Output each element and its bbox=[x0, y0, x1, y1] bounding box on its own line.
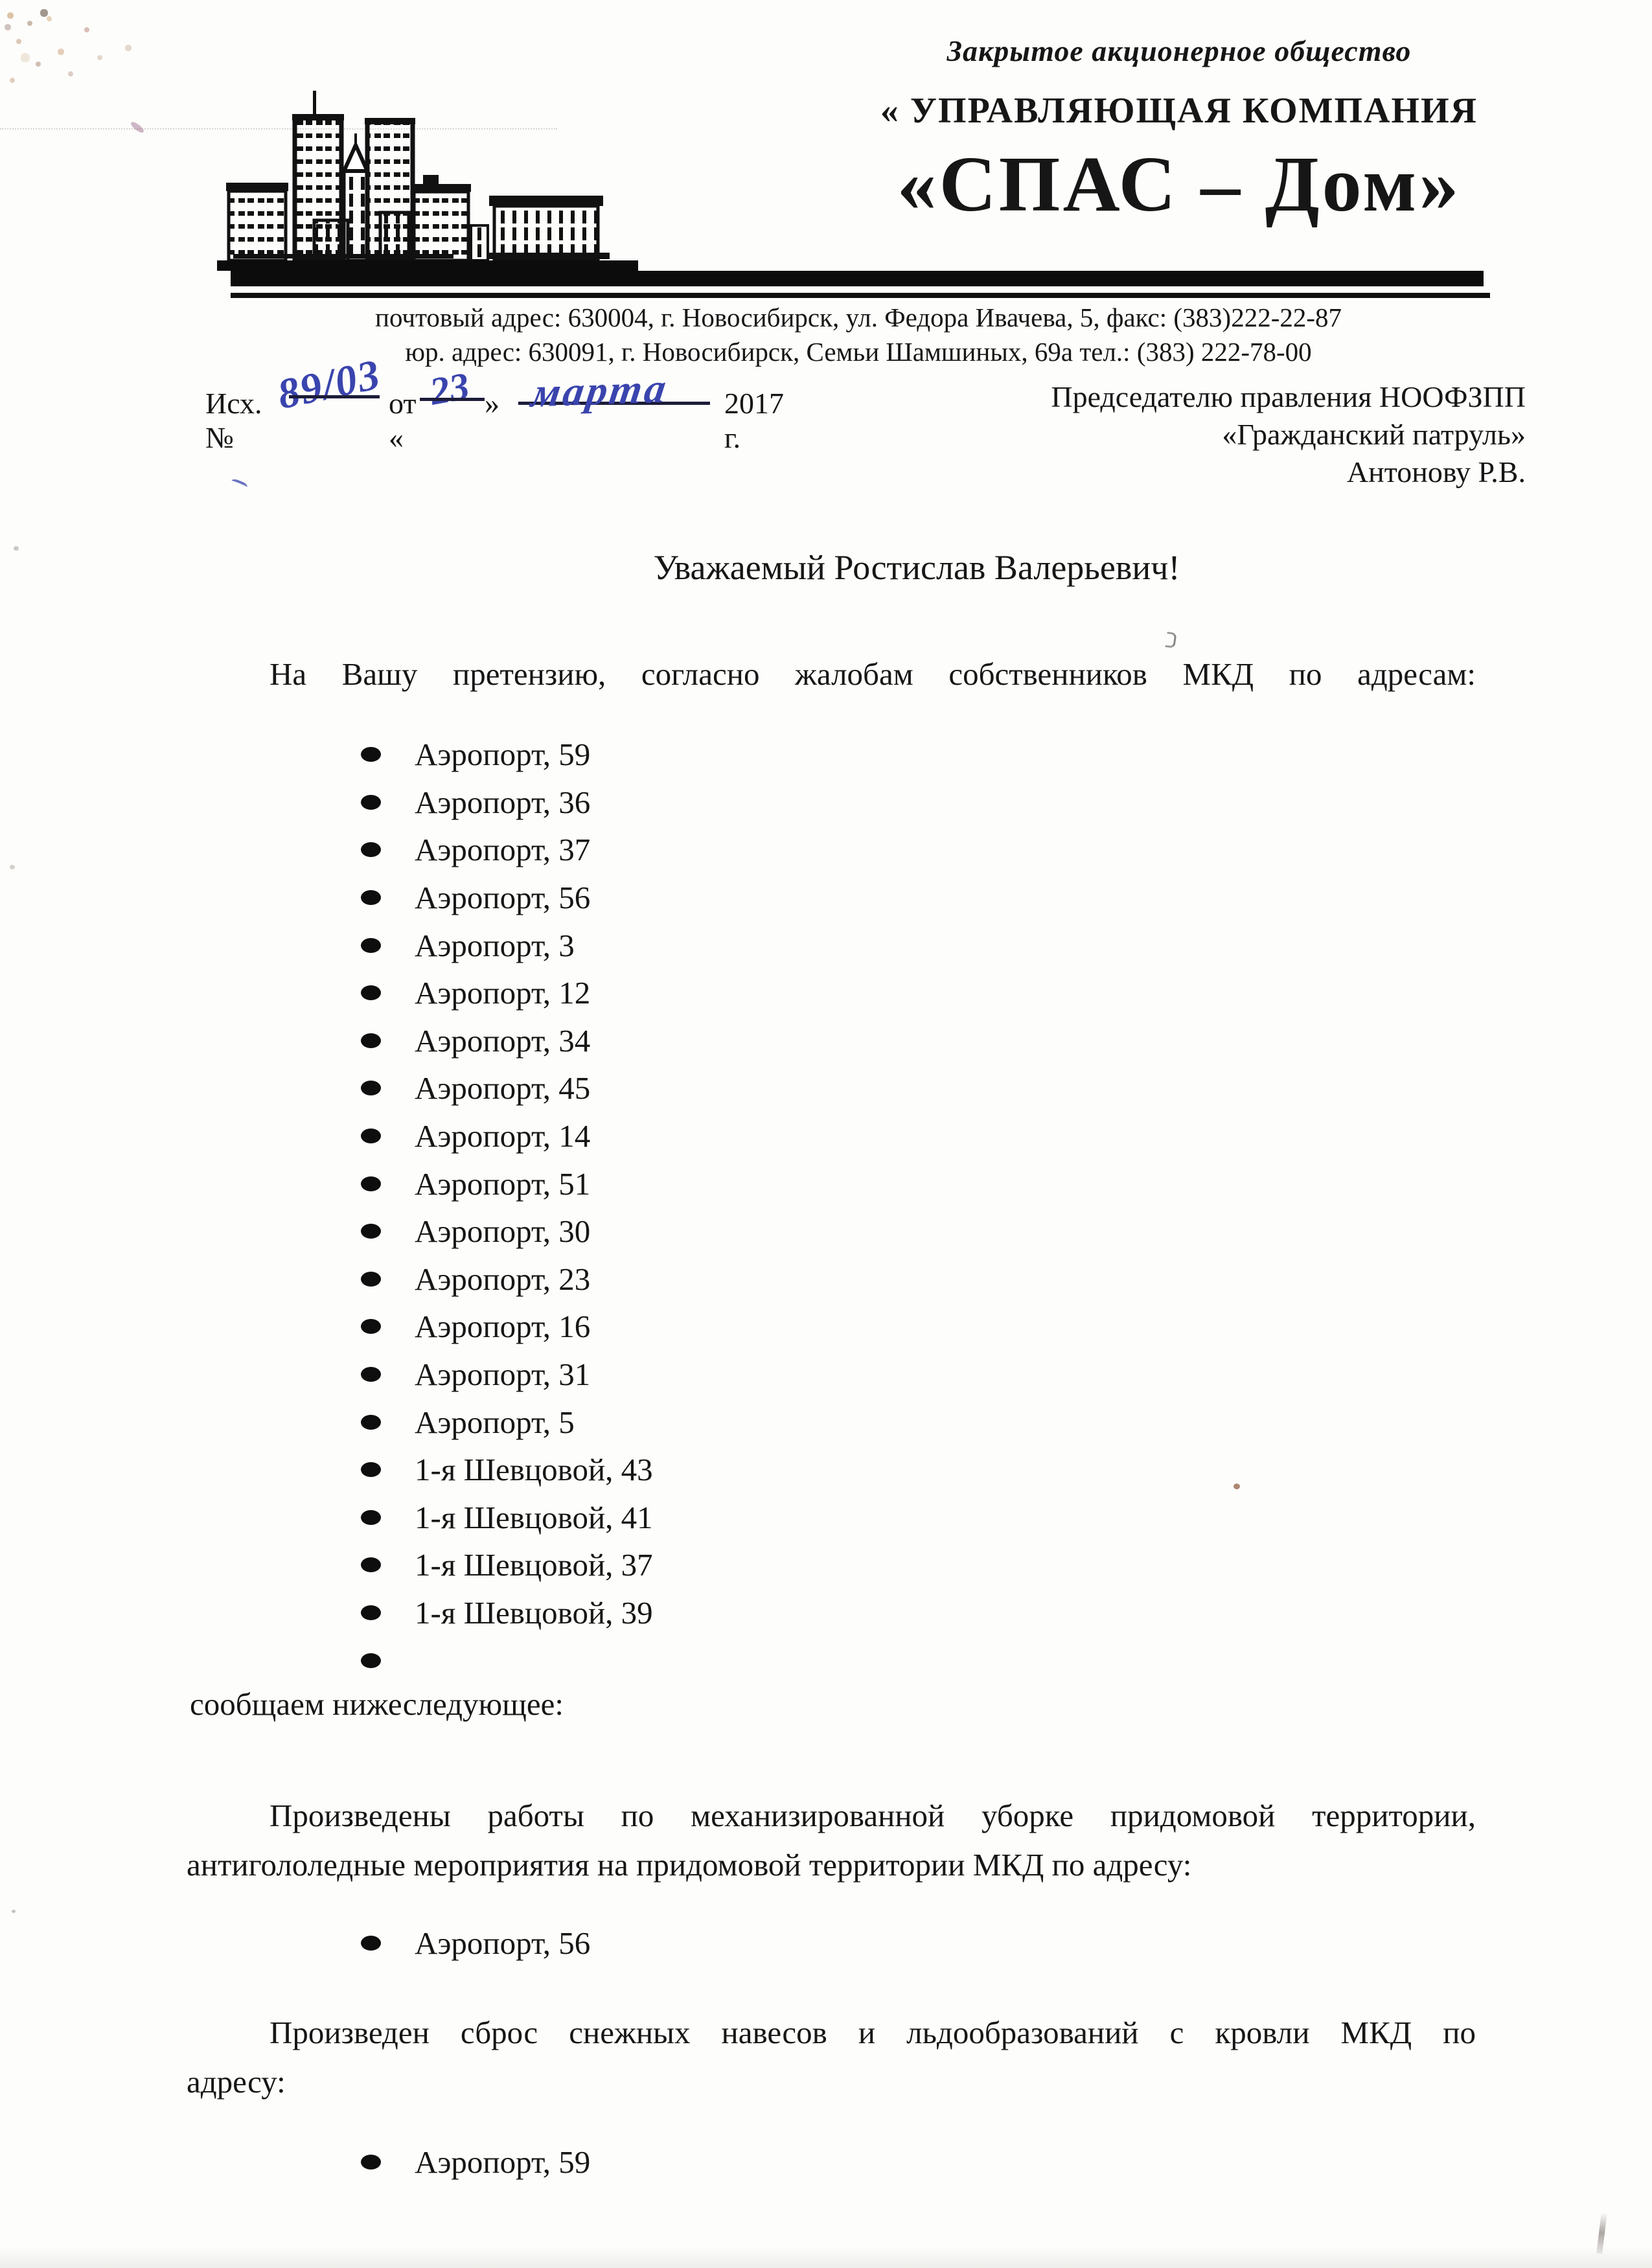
paragraph-1-address-item bbox=[361, 1919, 590, 1967]
bullet-icon bbox=[361, 890, 381, 905]
list-item bbox=[361, 1398, 653, 1446]
address-text: Аэропорт, 37 bbox=[415, 832, 591, 868]
month-handwritten: марта bbox=[529, 365, 672, 416]
list-item bbox=[361, 826, 653, 874]
salutation: Уважаемый Ростислав Валерьевич! bbox=[653, 548, 1180, 587]
outgoing-number-label: Исх. № bbox=[205, 387, 262, 454]
address-text: Аэропорт, 56 bbox=[415, 1925, 591, 1961]
year-label: 2017 г. bbox=[724, 387, 784, 454]
address-text: 1-я Шевцовой, 39 bbox=[415, 1594, 653, 1631]
bullet-icon bbox=[361, 1081, 381, 1095]
address-text: Аэропорт, 34 bbox=[415, 1022, 591, 1059]
address-text: Аэропорт, 59 bbox=[415, 737, 591, 773]
bullet-icon bbox=[361, 1462, 381, 1477]
bullet-icon bbox=[361, 1936, 381, 1951]
intro-paragraph: На Вашу претензию, согласно жалобам собственников МКД по адресам: bbox=[270, 656, 1476, 692]
scan-fleck bbox=[130, 120, 145, 135]
scan-speckles bbox=[0, 0, 3, 3]
bullet-icon bbox=[361, 747, 381, 762]
list-item-empty bbox=[361, 1636, 653, 1684]
paragraph-2-line2: адресу: bbox=[187, 2064, 286, 2100]
address-text: Аэропорт, 59 bbox=[415, 2144, 591, 2180]
recipient-line2: «Гражданский патруль» bbox=[1222, 418, 1526, 451]
address-text: Аэропорт, 30 bbox=[415, 1213, 591, 1250]
number-underline bbox=[289, 395, 380, 398]
list-item bbox=[361, 1446, 653, 1494]
paragraph-1-line1: Произведены работы по механизированной уборке придомовой территории, bbox=[270, 1798, 1476, 1833]
list-item bbox=[361, 969, 653, 1017]
bullet-icon bbox=[361, 1557, 381, 1572]
address-text: 1-я Шевцовой, 43 bbox=[415, 1452, 653, 1488]
address-text: Аэропорт, 14 bbox=[415, 1118, 591, 1154]
letterhead-rule-thick bbox=[231, 271, 1484, 286]
address-list bbox=[361, 731, 653, 1684]
postal-address-line: почтовый адрес: 630004, г. Новосибирск, ул. Федора Ивачева, 5, факс: (383)222-22-87 bbox=[375, 303, 1342, 332]
left-margin-specks bbox=[12, 1910, 16, 1913]
paragraph-2-line1: Произведен сброс снежных навесов и льдообразований с кровли МКД по bbox=[270, 2015, 1476, 2050]
list-item bbox=[361, 1160, 653, 1208]
letterhead-addresses bbox=[233, 301, 1484, 369]
bullet-icon bbox=[361, 938, 381, 953]
list-item bbox=[361, 1112, 653, 1160]
outgoing-number-handwritten: 89/03 bbox=[273, 350, 385, 418]
city-skyline-icon bbox=[214, 91, 661, 272]
address-text: Аэропорт, 3 bbox=[415, 927, 575, 963]
bullet-icon bbox=[361, 1128, 381, 1143]
address-text: Аэропорт, 51 bbox=[415, 1165, 591, 1202]
list-item bbox=[361, 1208, 653, 1255]
list-item bbox=[361, 1303, 653, 1351]
list-item bbox=[361, 1541, 653, 1589]
org-type-line: Закрытое акционерное общество bbox=[946, 34, 1412, 67]
address-text: Аэропорт, 16 bbox=[415, 1309, 591, 1345]
letterhead-rule-thin bbox=[231, 293, 1490, 298]
list-item bbox=[361, 874, 653, 922]
recipient-block bbox=[907, 378, 1526, 491]
list-item bbox=[361, 921, 653, 969]
address-text: Аэропорт, 5 bbox=[415, 1404, 575, 1440]
day-underline bbox=[420, 398, 485, 401]
address-text: Аэропорт, 23 bbox=[415, 1261, 591, 1297]
quote-close: » bbox=[485, 387, 499, 420]
bullet-icon bbox=[361, 1653, 381, 1668]
paragraph-2 bbox=[187, 2008, 1476, 2107]
small-squiggle-artifact bbox=[1165, 632, 1176, 648]
bullet-icon bbox=[361, 1415, 381, 1430]
bullet-icon bbox=[361, 1176, 381, 1191]
paragraph-1-line2: антигололедные мероприятия на придомовой территории МКД по адресу: bbox=[187, 1847, 1192, 1883]
recipient-line3: Антонову Р.В. bbox=[1346, 455, 1526, 488]
list-item bbox=[361, 1351, 653, 1399]
bullet-icon bbox=[361, 1319, 381, 1334]
list-item bbox=[361, 1494, 653, 1542]
continuation-line: сообщаем нижеследующее: bbox=[190, 1686, 564, 1722]
address-text: Аэропорт, 31 bbox=[415, 1357, 591, 1393]
address-text: 1-я Шевцовой, 37 bbox=[415, 1547, 653, 1583]
recipient-line1: Председателю правления НООФЗПП bbox=[1051, 380, 1526, 413]
paragraph-2-address-item bbox=[361, 2138, 590, 2186]
address-text: Аэропорт, 36 bbox=[415, 784, 591, 820]
bullet-icon bbox=[361, 795, 381, 810]
ink-smudge bbox=[230, 478, 249, 492]
list-item bbox=[361, 1064, 653, 1112]
list-item bbox=[361, 1589, 653, 1637]
paragraph-1 bbox=[187, 1791, 1476, 1890]
org-name-line2: «СПАС – Дом» bbox=[897, 141, 1462, 228]
bullet-icon bbox=[361, 1605, 381, 1620]
letterhead bbox=[829, 34, 1529, 230]
org-name-line1: « УПРАВЛЯЮЩАЯ КОМПАНИЯ bbox=[880, 91, 1478, 131]
list-item bbox=[361, 731, 653, 779]
day-handwritten: 23 bbox=[426, 364, 473, 413]
list-item bbox=[361, 1255, 653, 1303]
from-label: от « bbox=[389, 387, 417, 454]
bullet-icon bbox=[361, 985, 381, 1000]
bullet-icon bbox=[361, 1367, 381, 1382]
bullet-icon bbox=[361, 842, 381, 857]
bullet-icon bbox=[361, 1033, 381, 1048]
bullet-icon bbox=[361, 1224, 381, 1239]
address-text: 1-я Шевцовой, 41 bbox=[415, 1499, 653, 1535]
bullet-icon bbox=[361, 1510, 381, 1525]
list-item bbox=[361, 779, 653, 827]
bullet-icon bbox=[361, 1272, 381, 1287]
bullet-icon bbox=[361, 2155, 381, 2170]
brown-dot-artifact bbox=[1233, 1483, 1240, 1489]
address-text: Аэропорт, 45 bbox=[415, 1070, 591, 1106]
list-item bbox=[361, 1017, 653, 1065]
legal-address-line: юр. адрес: 630091, г. Новосибирск, Семьи Шамшиных, 69а тел.: (383) 222-78-00 bbox=[405, 337, 1312, 367]
address-text: Аэропорт, 12 bbox=[415, 975, 591, 1011]
scan-bottom-shadow bbox=[0, 2246, 1652, 2268]
address-text: Аэропорт, 56 bbox=[415, 880, 591, 916]
